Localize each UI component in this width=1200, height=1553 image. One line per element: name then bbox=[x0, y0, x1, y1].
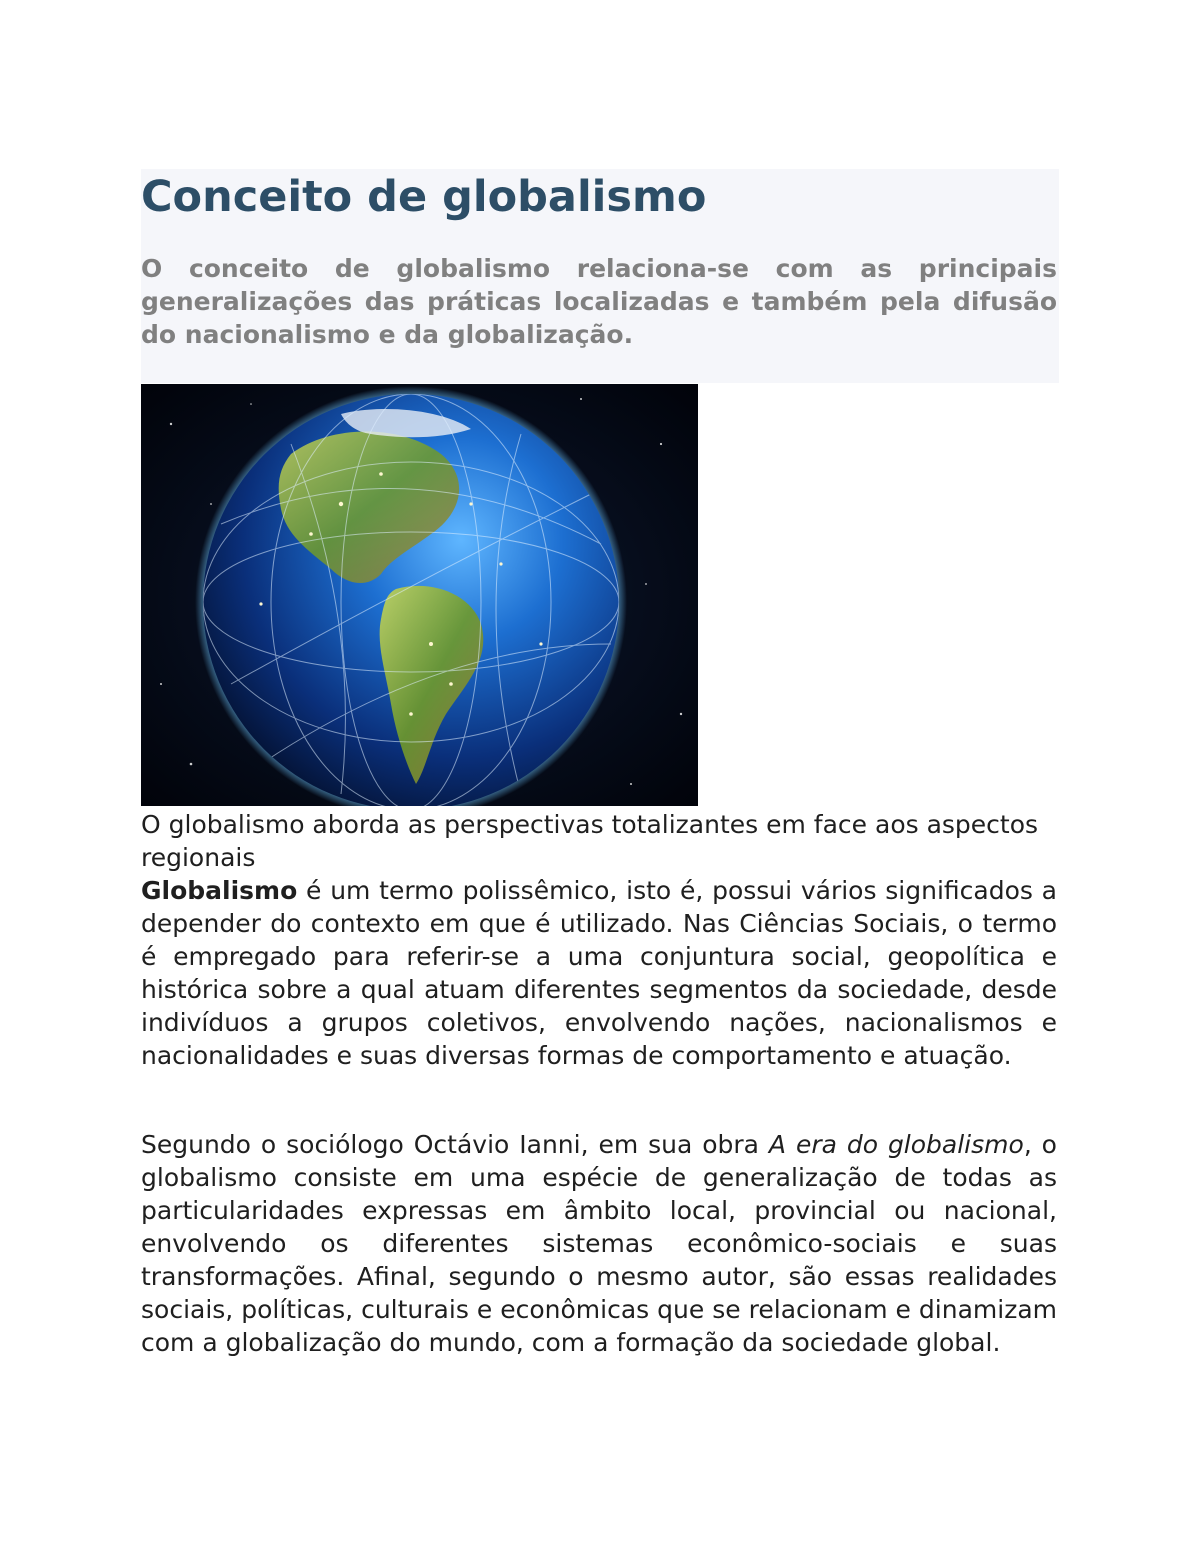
book-title: A era do globalismo bbox=[768, 1130, 1024, 1159]
paragraph-2-text-after: , o globalismo consiste em uma espécie de generalização de todas as particularidades expressas em âmbito local, provincial ou nacional, envolvendo os diferentes sistemas econômico-sociais e suas transformações. Afinal, segundo o mesmo autor, são essas realidades sociais, políticas, culturais e econômicas que se relacionam e dinamizam com a globalização do mundo, com a formação da sociedade global. bbox=[141, 1130, 1057, 1357]
page-title: Conceito de globalismo bbox=[141, 172, 707, 222]
paragraph-1-text: é um termo polissêmico, isto é, possui vários significados a depender do contexto em que é utilizado. Nas Ciências Sociais, o termo é empregado para referir-se a uma conjuntura social, geopolítica e histórica sobre a qual atuam diferentes segmentos da sociedade, desde indivíduos a grupos coletivos, envolvendo nações, nacionalismos e nacionalidades e suas diversas formas de comportamento e atuação. bbox=[141, 876, 1057, 1070]
body-paragraph-2 bbox=[141, 1128, 1057, 1359]
globe-network-image bbox=[141, 384, 698, 806]
paragraph-2-text-before: Segundo o sociólogo Octávio Ianni, em sua obra bbox=[141, 1130, 769, 1159]
term-globalismo: Globalismo bbox=[141, 876, 298, 905]
globe-illustration bbox=[141, 384, 698, 806]
lead-paragraph: O conceito de globalismo relaciona-se com as principais generalizações das práticas localizadas e também pela difusão do nacionalismo e da globalização. bbox=[141, 254, 1057, 349]
image-caption: O globalismo aborda as perspectivas totalizantes em face aos aspectos regionais bbox=[141, 810, 1039, 872]
body-paragraph-1 bbox=[141, 874, 1057, 1072]
